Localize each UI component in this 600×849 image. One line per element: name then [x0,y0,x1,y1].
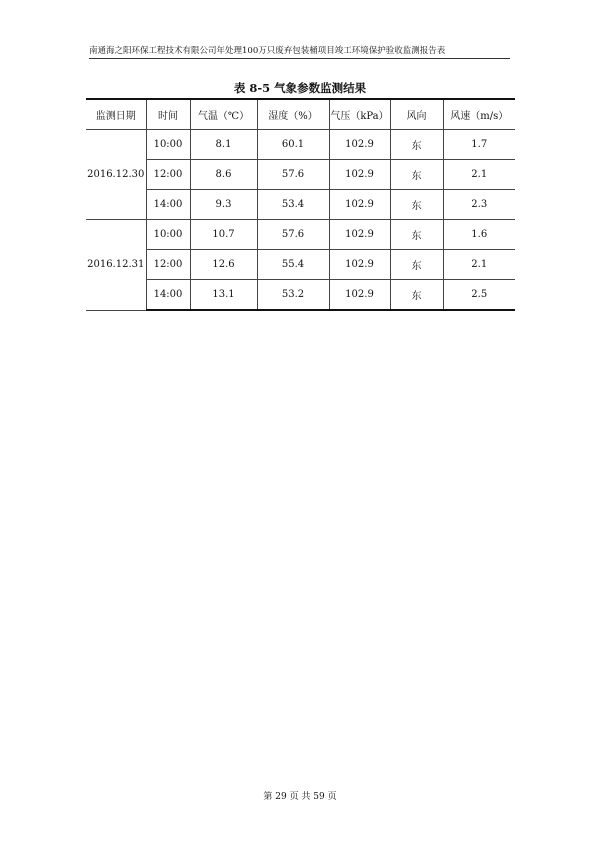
humidity-cell: 53.4 [257,190,329,220]
weather-parameters-table [86,98,515,311]
date-cell: 2016.12.31 [86,220,146,311]
wind-speed-cell: 1.6 [443,220,515,250]
wind-direction-cell: 东 [390,160,443,190]
temperature-cell: 10.7 [190,220,257,250]
pressure-cell: 102.9 [329,130,390,160]
humidity-cell: 60.1 [257,130,329,160]
table-row [86,130,515,160]
wind-speed-cell: 2.5 [443,280,515,311]
wind-direction-cell: 东 [390,190,443,220]
temperature-cell: 12.6 [190,250,257,280]
humidity-cell: 55.4 [257,250,329,280]
humidity-cell: 57.6 [257,220,329,250]
humidity-cell: 57.6 [257,160,329,190]
wind-speed-cell: 2.3 [443,190,515,220]
pressure-cell: 102.9 [329,190,390,220]
table-row [86,280,515,311]
page-number: 第 29 页 共 59 页 [263,792,337,802]
temperature-cell: 13.1 [190,280,257,311]
table-header-row [86,99,515,130]
wind-speed-cell: 2.1 [443,250,515,280]
page-header: 南通海之阳环保工程技术有限公司年处理100万只废弃包装桶项目竣工环境保护验收监测报告表 [89,44,510,59]
header-date: 监测日期 [86,99,146,130]
wind-direction-cell: 东 [390,280,443,311]
table-row [86,250,515,280]
temperature-cell: 9.3 [190,190,257,220]
humidity-cell: 53.2 [257,280,329,311]
time-cell: 10:00 [146,220,190,250]
header-humidity: 湿度（%） [257,99,329,130]
table-row [86,190,515,220]
temperature-cell: 8.1 [190,130,257,160]
time-cell: 10:00 [146,130,190,160]
pressure-cell: 102.9 [329,160,390,190]
date-cell: 2016.12.30 [86,130,146,220]
time-cell: 14:00 [146,280,190,311]
header-pressure: 气压（kPa） [329,99,390,130]
pressure-cell: 102.9 [329,280,390,311]
header-wind-speed: 风速（m/s） [443,99,515,130]
header-wind-direction: 风向 [390,99,443,130]
header-temperature: 气温（℃） [190,99,257,130]
wind-speed-cell: 1.7 [443,130,515,160]
wind-direction-cell: 东 [390,220,443,250]
wind-direction-cell: 东 [390,250,443,280]
wind-direction-cell: 东 [390,130,443,160]
header-time: 时间 [146,99,190,130]
table-row [86,220,515,250]
pressure-cell: 102.9 [329,220,390,250]
time-cell: 12:00 [146,250,190,280]
table-caption: 表 8-5 气象参数监测结果 [233,81,367,95]
pressure-cell: 102.9 [329,250,390,280]
table-row [86,160,515,190]
temperature-cell: 8.6 [190,160,257,190]
wind-speed-cell: 2.1 [443,160,515,190]
time-cell: 14:00 [146,190,190,220]
time-cell: 12:00 [146,160,190,190]
